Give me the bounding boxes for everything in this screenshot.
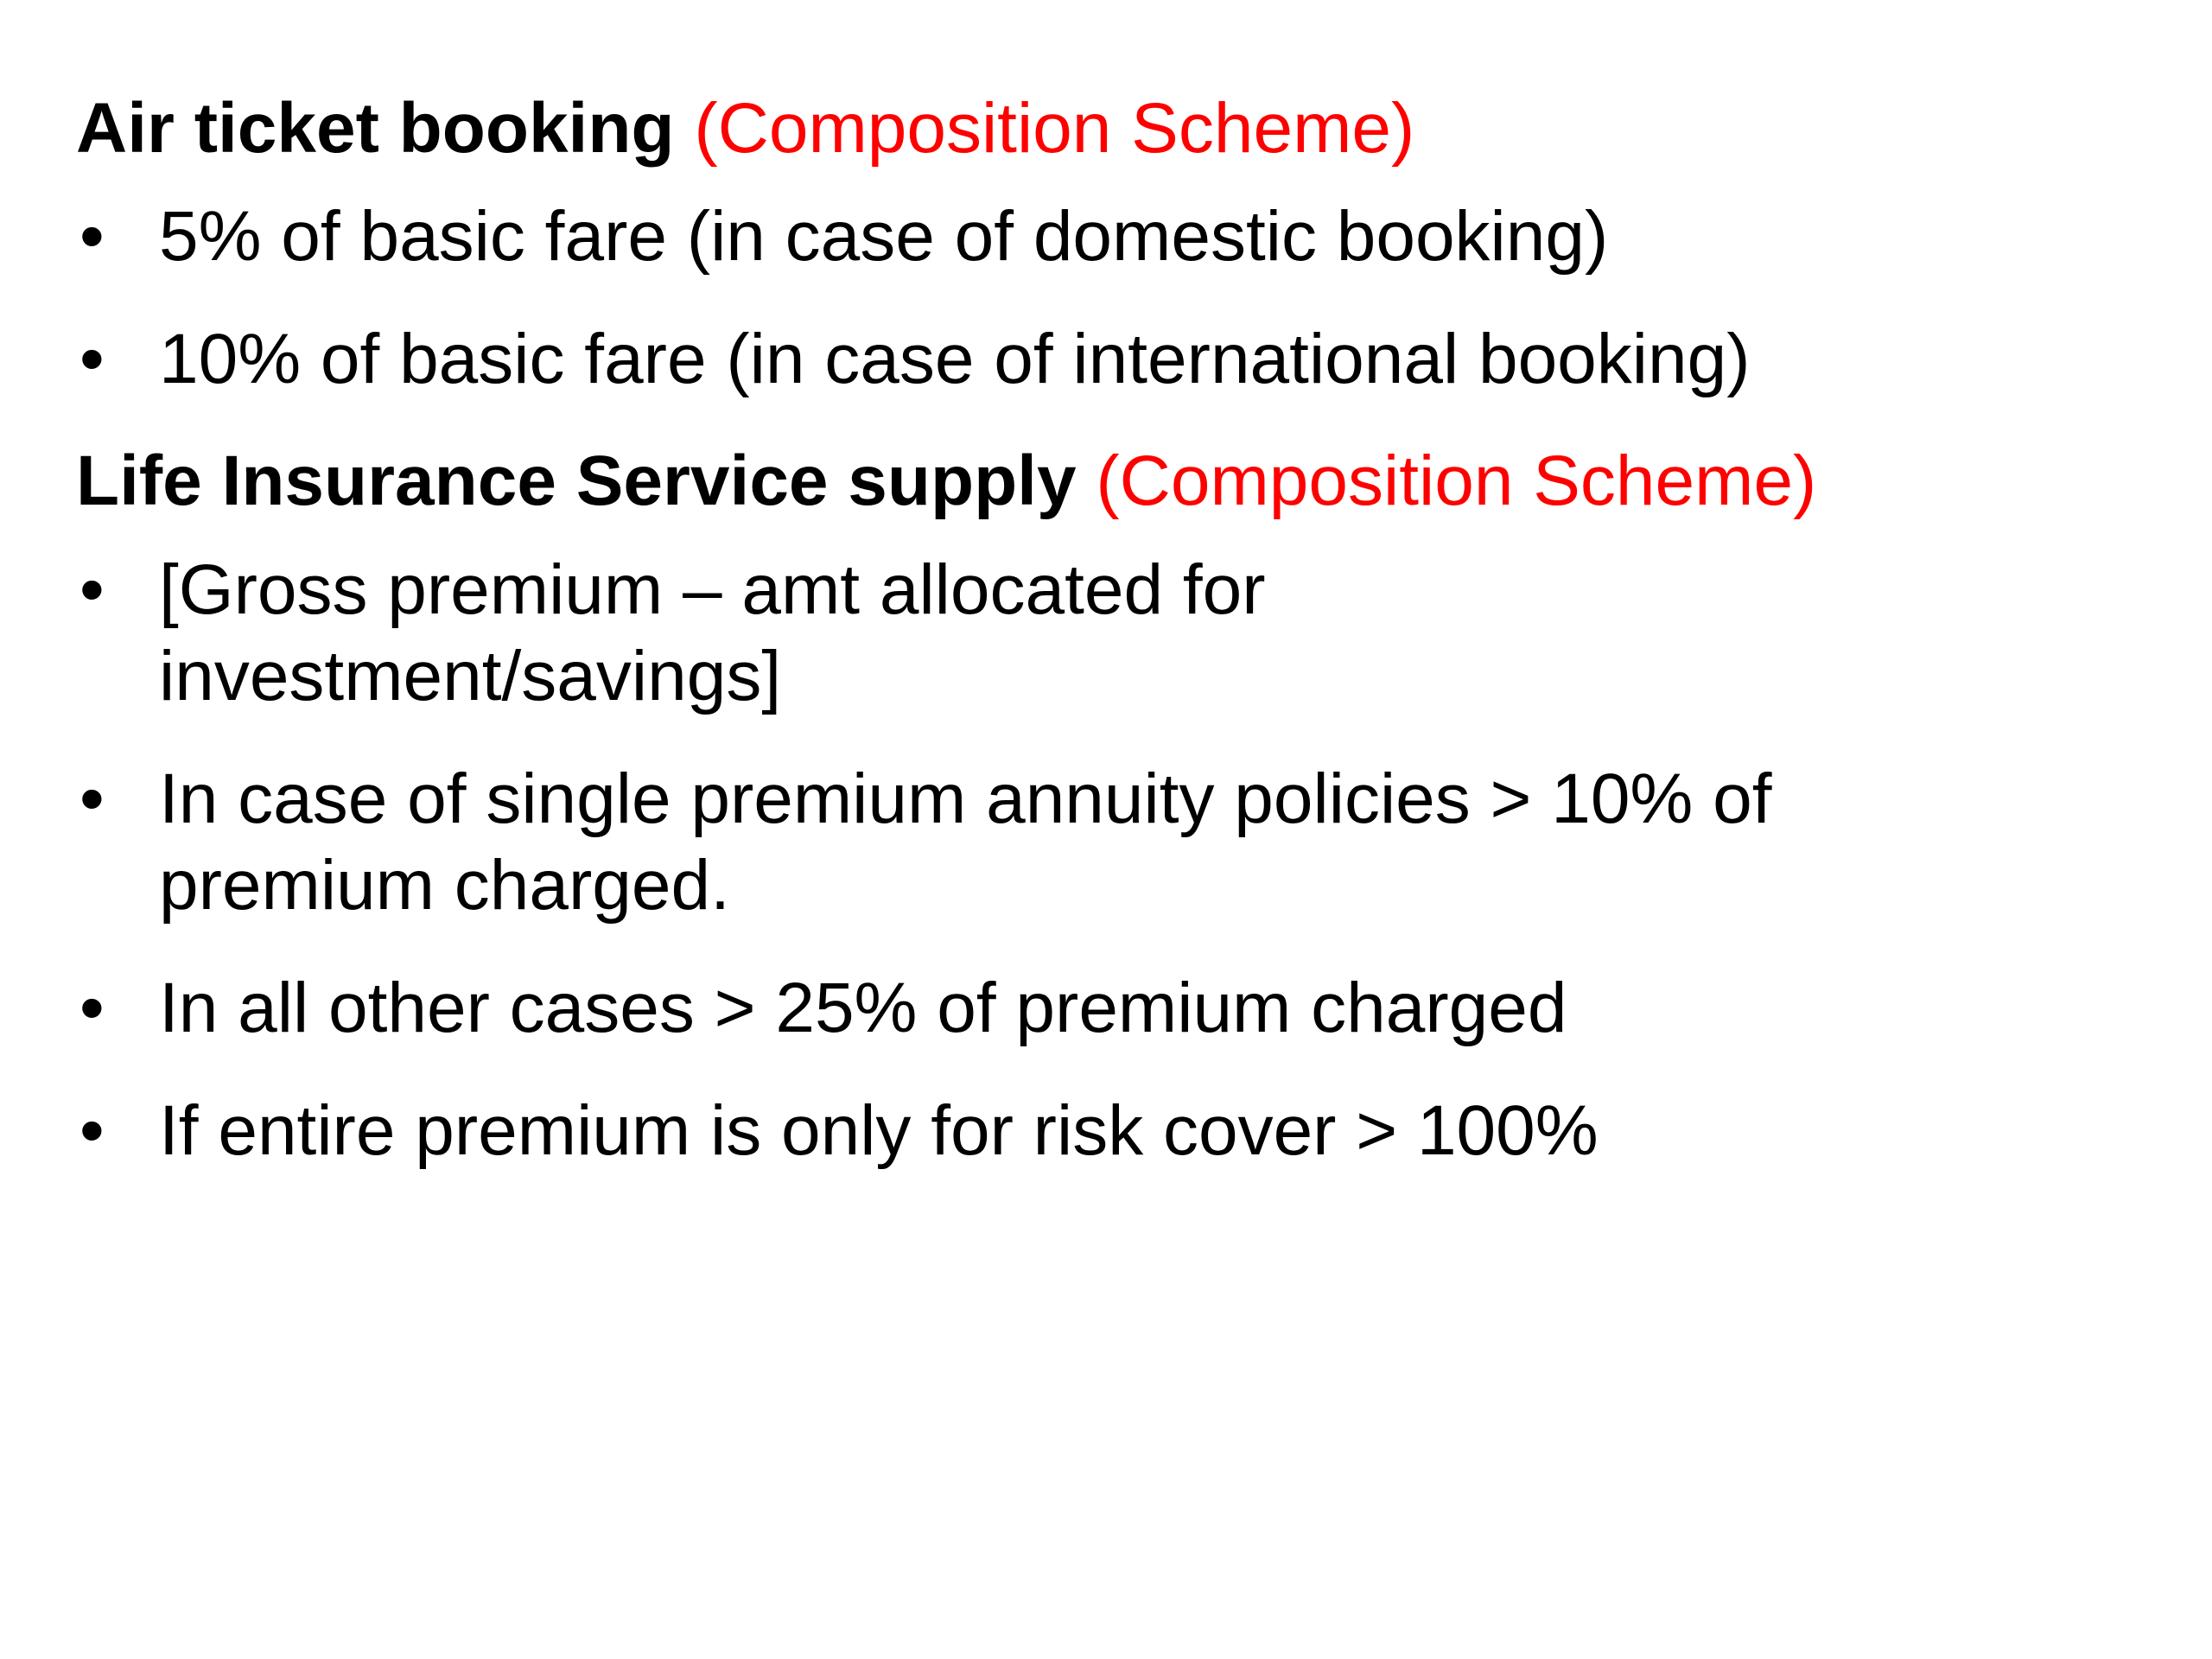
list-item	[76, 756, 2060, 929]
bullet-text: [Gross premium – amt allocated for investment/savings]	[159, 550, 1266, 715]
bullet-icon: •	[79, 320, 105, 399]
bullet-text: In all other cases > 25% of premium charged	[159, 968, 1567, 1047]
bullet-icon: •	[79, 1091, 105, 1170]
life-insurance-title: Life Insurance Service supply	[76, 442, 1077, 521]
list-item	[76, 194, 2060, 280]
bullet-icon: •	[79, 197, 105, 276]
bullet-text: 10% of basic fare (in case of international booking)	[159, 320, 1751, 399]
list-item	[76, 965, 2060, 1052]
bullet-text: If entire premium is only for risk cover > 100%	[159, 1091, 1599, 1170]
air-ticket-bullet-list	[76, 194, 2150, 403]
bullet-text: 5% of basic fare (in case of domestic booking)	[159, 197, 1609, 276]
life-insurance-scheme-tag: (Composition Scheme)	[1096, 442, 1817, 521]
air-ticket-scheme-tag: (Composition Scheme)	[694, 89, 1415, 168]
bullet-icon: •	[79, 550, 105, 629]
bullet-icon: •	[79, 968, 105, 1047]
bullet-icon: •	[79, 759, 105, 838]
list-item	[76, 1088, 2060, 1174]
air-ticket-heading	[76, 86, 2150, 171]
slide-content	[76, 86, 2150, 1211]
life-insurance-bullet-list	[76, 547, 2150, 1174]
bullet-text: In case of single premium annuity policies > 10% of premium charged.	[159, 759, 1772, 925]
list-item	[76, 316, 2060, 403]
list-item	[76, 547, 1576, 720]
air-ticket-title: Air ticket booking	[76, 89, 675, 168]
life-insurance-heading	[76, 439, 2150, 524]
